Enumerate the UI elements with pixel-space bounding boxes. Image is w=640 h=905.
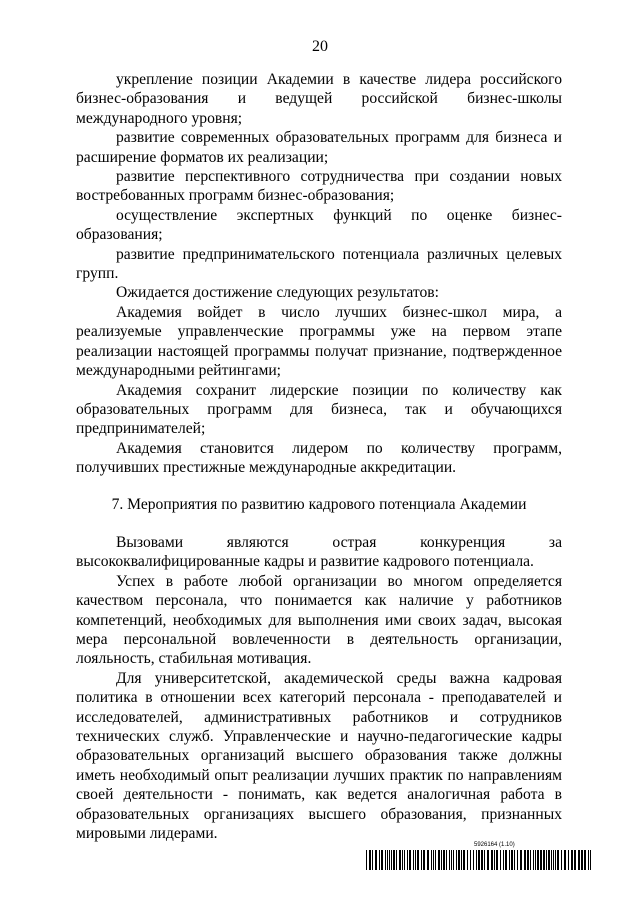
document-body bbox=[76, 70, 562, 843]
body-paragraph: Вызовами являются острая конкуренция за высококвалифицированные кадры и развитие кадрового потенциала. bbox=[76, 533, 562, 571]
body-paragraph: Для университетской, академической среды важна кадровая политика в отношении всех категорий персонала - преподавателей и исследователей, административных работников и сотрудников технических служб. Управленческие и научно-педагогические кадры образовательных организаций высшего образования также должны иметь необходимый опыт реализации лучших практик по направлениям своей деятельности - понимать, как ведется аналогичная работа в образовательных организациях высшего образования, признанных мировыми лидерами. bbox=[76, 669, 562, 843]
page-number: 20 bbox=[312, 38, 328, 55]
results-intro: Ожидается достижение следующих результатов: bbox=[116, 284, 439, 302]
body-paragraph: Успех в работе любой организации во многом определяется качеством персонала, что понимается как наличие у работников компетенций, необходимых для выполнения ими своих задач, высокая мера персональной вовлеченности в деятельность организации, лояльность, стабильная мотивация. bbox=[76, 572, 562, 668]
list-item-goal: осуществление экспертных функций по оценке бизнес-образования; bbox=[76, 206, 562, 244]
list-item-result: Академия становится лидером по количеству программ, получивших престижные международные аккредитации. bbox=[76, 439, 562, 477]
list-item-goal: развитие предпринимательского потенциала различных целевых групп. bbox=[76, 245, 562, 283]
barcode-icon bbox=[366, 850, 592, 870]
list-item-result: Академия войдет в число лучших бизнес-школ мира, а реализуемые управленческие программы уже на первом этапе реализации настоящей программы получат признание, подтвержденное международными рейтингами; bbox=[76, 303, 562, 380]
section-title: 7. Мероприятия по развитию кадрового потенциала Академии bbox=[111, 495, 527, 513]
document-stamp: 5926164 (1.10) bbox=[474, 842, 515, 848]
list-item-goal: укрепление позиции Академии в качестве лидера российского бизнес-образования и ведущей российской бизнес-школы международного уровня; bbox=[76, 71, 562, 127]
list-item-goal: развитие современных образовательных программ для бизнеса и расширение форматов их реализации; bbox=[76, 129, 562, 166]
list-item-goal: развитие перспективного сотрудничества при создании новых востребованных программ бизнес-образования; bbox=[76, 168, 562, 205]
list-item-result: Академия сохранит лидерские позиции по количеству как образовательных программ для бизнеса, так и обучающихся предпринимателей; bbox=[76, 381, 562, 438]
